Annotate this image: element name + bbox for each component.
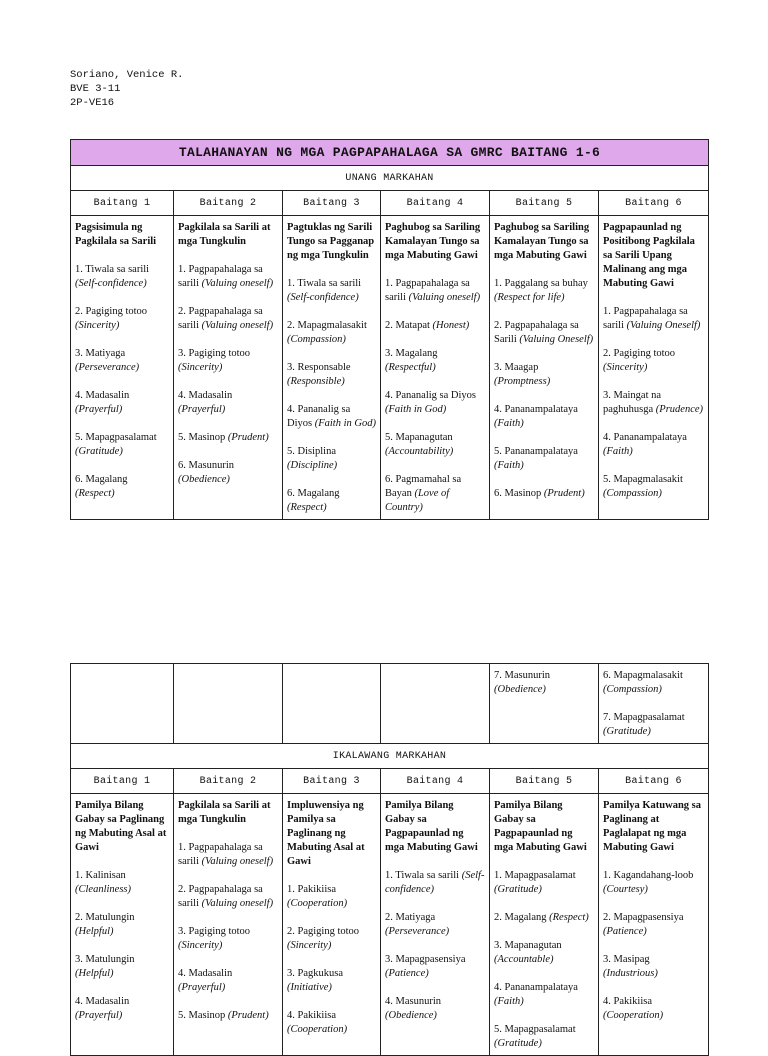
grade-header: Baitang 6 [599,769,709,794]
grade-column-content [599,216,709,520]
value-translation: (Perseverance) [385,926,450,937]
value-name: 1. Mapagpasalamat [494,870,576,881]
value-name: 5. Masinop [178,432,226,443]
student-class-code: 2P-VE16 [70,97,115,109]
value-item [287,1009,376,1037]
value-translation: (Gratitude) [75,446,123,457]
value-item [494,487,594,501]
value-name: 2. Pagpapahalaga sa sarili [178,306,263,331]
value-item [178,883,278,911]
value-name: 1. Pakikiisa [287,884,336,895]
value-item [603,473,704,501]
value-translation: (Prudent) [227,1010,269,1021]
value-name: 3. Magalang [385,348,438,359]
value-name: 2. Matapat [385,320,430,331]
value-translation: (Valuing oneself) [201,278,274,289]
value-translation: (Gratitude) [603,726,651,737]
value-name: 4. Pakikiisa [287,1010,336,1021]
grade-header: Baitang 1 [71,191,174,216]
value-translation: (Sincerity) [178,940,223,951]
value-item [603,389,704,417]
value-name: 4. Pananampalataya [603,432,687,443]
quarter-label-1: UNANG MARKAHAN [71,166,709,191]
value-name: 4. Pananalig sa Diyos [385,390,476,401]
value-translation: (Prudent) [227,432,269,443]
value-translation: (Industrious) [603,968,658,979]
values-table-page-2 [70,663,709,1056]
column-topic: Pamilya Katuwang sa Paglinang at Paglalapat ng mga Mabuting Gawi [603,800,702,853]
value-item [494,669,594,697]
grade-column-content [174,216,283,520]
value-translation: (Self-confidence) [75,278,147,289]
value-name: 2. Matulungin [75,912,135,923]
grade-header: Baitang 3 [283,769,381,794]
value-name: 2. Magalang [494,912,547,923]
value-name: 3. Pagiging totoo [178,926,251,937]
value-item [603,305,704,333]
value-name: 1. Tiwala sa sarili [75,264,150,275]
value-name: 2. Pagpapahalaga sa Sarili [494,320,579,345]
value-name: 2. Mapagpasensiya [603,912,684,923]
value-translation: (Cleanliness) [75,884,131,895]
value-item [603,347,704,375]
value-name: 2. Pagiging totoo [287,926,360,937]
values-table-page-1 [70,139,709,520]
value-item [287,361,376,389]
value-translation: (Self-confidence) [287,292,359,303]
value-name: 3. Mapagpasensiya [385,954,466,965]
value-name: 5. Disiplina [287,446,336,457]
value-translation: (Responsible) [287,376,345,387]
value-translation: (Sincerity) [287,940,332,951]
value-translation: (Obedience) [178,474,230,485]
value-name: 7. Masunurin [494,670,550,681]
grade-header: Baitang 5 [490,191,599,216]
value-item [287,319,376,347]
continued-column-content [490,664,599,744]
grade-header: Baitang 2 [174,769,283,794]
column-topic: Pagpapaunlad ng Positibong Pagkilala sa Sarili Upang Malinang ang mga Mabuting Gawi [603,222,695,289]
value-name: 6. Magalang [75,474,128,485]
value-item [178,459,278,487]
value-name: 3. Matiyaga [75,348,126,359]
value-item [494,277,594,305]
value-translation: (Helpful) [75,968,114,979]
value-translation: (Accountable) [494,954,554,965]
value-item [178,967,278,995]
value-item [494,445,594,473]
value-name: 3. Matulungin [75,954,135,965]
value-item [494,911,594,925]
value-translation: (Valuing oneself) [201,856,274,867]
value-name: 3. Mapanagutan [494,940,562,951]
value-item [178,389,278,417]
value-item [494,361,594,389]
continued-column-content [381,664,490,744]
value-name: 4. Madasalin [75,996,130,1007]
value-item [287,403,376,431]
value-item [178,1009,278,1023]
value-name: 1. Pagpapahalaga sa sarili [385,278,470,303]
value-translation: (Valuing oneself) [201,898,274,909]
value-translation: (Patience) [385,968,429,979]
value-item [603,711,704,739]
value-translation: (Gratitude) [494,1038,542,1049]
grade-column-content [490,794,599,1056]
value-name: 1. Tiwala sa sarili [385,870,460,881]
value-translation: (Accountability) [385,446,454,457]
value-item [287,925,376,953]
value-item [75,263,169,291]
value-translation: (Initiative) [287,982,332,993]
value-translation: (Gratitude) [494,884,542,895]
column-topic: Paghubog sa Sariling Kamalayan Tungo sa mga Mabuting Gawi [494,222,590,261]
value-translation: (Promptness) [494,376,551,387]
value-name: 1. Paggalang sa buhay [494,278,588,289]
column-topic: Pagsisimula ng Pagkilala sa Sarili [75,222,157,247]
value-item [75,869,169,897]
value-translation: (Prudent) [543,488,585,499]
value-translation: (Prayerful) [178,404,226,415]
grade-column-content [381,216,490,520]
grade-column-content [174,794,283,1056]
value-translation: (Cooperation) [287,898,348,909]
grade-header: Baitang 2 [174,191,283,216]
value-item [75,953,169,981]
value-item [178,305,278,333]
value-translation: (Love of Country) [385,488,450,513]
value-translation: (Helpful) [75,926,114,937]
value-translation: (Compassion) [287,334,346,345]
value-name: 5. Mapanagutan [385,432,453,443]
value-name: 3. Masipag [603,954,650,965]
value-name: 1. Kagandahang-loob [603,870,694,881]
value-name: 2. Pagiging totoo [603,348,676,359]
value-item [75,389,169,417]
value-translation: (Cooperation) [287,1024,348,1035]
value-name: 5. Mapagpasalamat [494,1024,576,1035]
grade-column-content [71,216,174,520]
value-translation: (Valuing oneself) [201,320,274,331]
column-topic: Pagkilala sa Sarili at mga Tungkulin [178,222,271,247]
value-name: 4. Madasalin [178,968,233,979]
value-translation: (Faith) [603,446,633,457]
student-info [70,68,183,110]
value-item [287,883,376,911]
continued-column-content [174,664,283,744]
value-item [178,841,278,869]
value-item [75,473,169,501]
value-item [75,431,169,459]
grade-header: Baitang 4 [381,769,490,794]
value-translation: (Valuing oneself) [408,292,481,303]
value-name: 2. Matiyaga [385,912,436,923]
value-item [178,431,278,445]
value-item [385,869,485,897]
value-translation: (Respectful) [385,362,436,373]
value-translation: (Sincerity) [178,362,223,373]
value-translation: (Respect) [75,488,115,499]
value-name: 4. Pananampalataya [494,404,578,415]
continued-column-content [599,664,709,744]
value-name: 7. Mapagpasalamat [603,712,685,723]
value-item [75,347,169,375]
value-name: 6. Mapagmalasakit [603,670,683,681]
grade-column-content [283,794,381,1056]
value-translation: (Faith in God) [385,404,447,415]
value-name: 4. Madasalin [75,390,130,401]
value-name: 2. Mapagmalasakit [287,320,367,331]
value-name: 5. Mapagpasalamat [75,432,157,443]
value-item [287,277,376,305]
value-name: 4. Pananampalataya [494,982,578,993]
column-topic: Pamilya Bilang Gabay sa Pagpapaunlad ng mga Mabuting Gawi [385,800,478,853]
value-translation: (Self-confidence) [385,870,485,895]
value-translation: (Prayerful) [178,982,226,993]
value-item [603,995,704,1023]
grade-header: Baitang 6 [599,191,709,216]
value-item [603,953,704,981]
value-name: 6. Masinop [494,488,542,499]
value-item [385,319,485,333]
value-name: 4. Pakikiisa [603,996,652,1007]
grade-column-content [599,794,709,1056]
value-translation: (Respect for life) [494,292,565,303]
value-name: 6. Magalang [287,488,340,499]
value-name: 6. Pagmamahal sa Bayan [385,474,462,499]
value-translation: (Prayerful) [75,1010,123,1021]
value-item [287,445,376,473]
value-item [75,305,169,333]
continued-column-content [71,664,174,744]
value-item [603,431,704,459]
value-translation: (Compassion) [603,684,662,695]
value-item [494,981,594,1009]
continued-column-content [283,664,381,744]
value-translation: (Patience) [603,926,647,937]
grade-column-content [283,216,381,520]
value-translation: (Faith) [494,996,524,1007]
value-translation: (Faith) [494,460,524,471]
value-item [385,473,485,515]
value-translation: (Faith in God) [314,418,376,429]
grade-column-content [490,216,599,520]
value-item [385,995,485,1023]
value-name: 4. Pananalig sa Diyos [287,404,351,429]
column-topic: Pamilya Bilang Gabay sa Pagpapaunlad ng mga Mabuting Gawi [494,800,587,853]
value-item [385,431,485,459]
value-name: 1. Tiwala sa sarili [287,278,362,289]
quarter-label-2: IKALAWANG MARKAHAN [71,744,709,769]
value-name: 1. Pagpapahalaga sa sarili [178,264,263,289]
value-translation: (Sincerity) [75,320,120,331]
value-name: 5. Mapagmalasakit [603,474,683,485]
value-name: 2. Pagiging totoo [75,306,148,317]
column-topic: Pagkilala sa Sarili at mga Tungkulin [178,800,271,825]
value-translation: (Honest) [432,320,470,331]
value-item [75,911,169,939]
grade-header: Baitang 4 [381,191,490,216]
value-name: 5. Pananampalataya [494,446,578,457]
value-name: 3. Pagiging totoo [178,348,251,359]
value-translation: (Perseverance) [75,362,140,373]
value-name: 4. Madasalin [178,390,233,401]
value-translation: (Sincerity) [603,362,648,373]
value-translation: (Prayerful) [75,404,123,415]
value-name: 5. Masinop [178,1010,226,1021]
value-item [178,347,278,375]
value-item [385,347,485,375]
value-name: 6. Masunurin [178,460,234,471]
value-translation: (Respect) [549,912,589,923]
value-translation: (Cooperation) [603,1010,664,1021]
value-name: 3. Pagkukusa [287,968,343,979]
value-translation: (Obedience) [494,684,546,695]
grade-header: Baitang 1 [71,769,174,794]
value-item [385,277,485,305]
value-item [178,925,278,953]
value-translation: (Faith) [494,418,524,429]
column-topic: Paghubog sa Sariling Kamalayan Tungo sa mga Mabuting Gawi [385,222,481,261]
value-translation: (Compassion) [603,488,662,499]
value-name: 2. Pagpapahalaga sa sarili [178,884,263,909]
value-item [287,967,376,995]
value-name: 3. Maagap [494,362,539,373]
student-section: BVE 3-11 [70,83,121,95]
value-translation: (Courtesy) [603,884,648,895]
value-item [603,869,704,897]
value-translation: (Discipline) [287,460,338,471]
value-item [494,1023,594,1051]
value-name: 3. Responsable [287,362,351,373]
value-translation: (Prudence) [655,404,704,415]
value-name: 1. Pagpapahalaga sa sarili [603,306,688,331]
grade-column-content [381,794,490,1056]
value-translation: (Respect) [287,502,327,513]
column-topic: Pamilya Bilang Gabay sa Paglinang ng Mabuting Asal at Gawi [75,800,167,853]
value-item [494,319,594,347]
value-item [494,869,594,897]
value-name: 3. Maingat na paghuhusga [603,390,662,415]
value-item [75,995,169,1023]
column-topic: Impluwensiya ng Pamilya sa Paglinang ng Mabuting Asal at Gawi [287,800,365,867]
column-topic: Pagtuklas ng Sarili Tungo sa Pagganap ng mga Tungkulin [287,222,375,261]
value-item [603,911,704,939]
value-translation: (Obedience) [385,1010,437,1021]
value-item [494,403,594,431]
student-name: Soriano, Venice R. [70,69,184,81]
value-name: 1. Pagpapahalaga sa sarili [178,842,263,867]
value-item [494,939,594,967]
value-name: 1. Kalinisan [75,870,126,881]
value-item [385,911,485,939]
value-item [603,669,704,697]
grade-header: Baitang 5 [490,769,599,794]
value-item [178,263,278,291]
table-title: TALAHANAYAN NG MGA PAGPAPAHALAGA SA GMRC BAITANG 1-6 [71,140,709,166]
value-item [287,487,376,515]
grade-header: Baitang 3 [283,191,381,216]
grade-column-content [71,794,174,1056]
value-name: 4. Masunurin [385,996,441,1007]
value-item [385,953,485,981]
value-item [385,389,485,417]
value-translation: (Valuing Oneself) [519,334,594,345]
value-translation: (Valuing Oneself) [626,320,701,331]
